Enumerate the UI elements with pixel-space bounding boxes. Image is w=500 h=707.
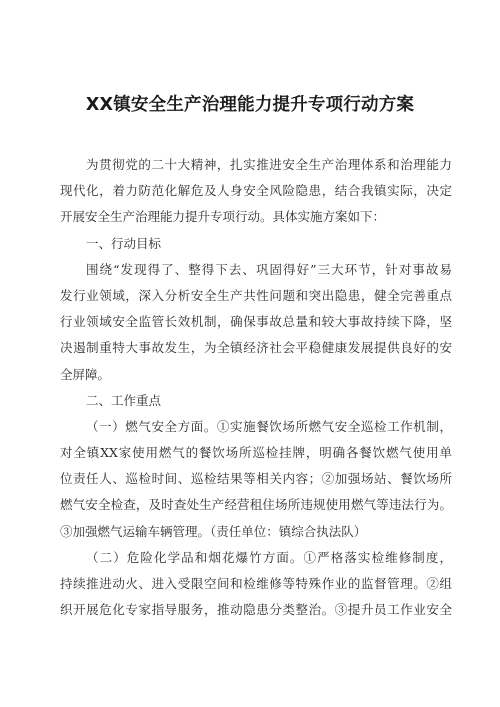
paragraph-line: ③加强燃气运输车辆管理。（责任单位：镇综合执法队） bbox=[60, 523, 367, 539]
paragraph-line: 位责任人、巡检时间、巡检结果等相关内容；②加强场站、餐饮场所 bbox=[60, 471, 452, 487]
paragraph-line: 二、工作重点 bbox=[86, 392, 162, 408]
paragraph-line: 织开展危化专家指导服务，推动隐患分类整治。③提升员工作业安全 bbox=[60, 602, 452, 618]
paragraph-line: 燃气安全检查，及时查处生产经营租住场所违规使用燃气等违法行为。 bbox=[60, 497, 452, 513]
document-body bbox=[60, 152, 452, 623]
paragraph-line: 发行业领域，深入分析安全生产共性问题和突出隐患，健全完善重点 bbox=[60, 287, 452, 303]
paragraph-line: 一、行动目标 bbox=[86, 235, 162, 251]
paragraph-line: 决遏制重特大事故发生，为全镇经济社会平稳健康发展提供良好的安 bbox=[60, 340, 452, 356]
paragraph-line: 对全镇XX家使用燃气的餐饮场所巡检挂牌，明确各餐饮燃气使用单 bbox=[60, 445, 452, 461]
paragraph-line: 现代化，着力防范化解危及人身安全风险隐患，结合我镇实际，决定 bbox=[60, 183, 452, 199]
paragraph-line: 开展安全生产治理能力提升专项行动。具体实施方案如下： bbox=[60, 209, 386, 225]
paragraph-line: 持续推进动火、进入受限空间和检维修等特殊作业的监督管理。②组 bbox=[60, 576, 452, 591]
paragraph-line: 行业领域安全监管长效机制，确保事故总量和较大事故持续下降，坚 bbox=[60, 314, 452, 330]
paragraph-line: 围绕“发现得了、整得下去、巩固得好”三大环节，针对事故易 bbox=[86, 261, 452, 277]
paragraph-line: 为贯彻党的二十大精神，扎实推进安全生产治理体系和治理能力 bbox=[86, 157, 452, 172]
paragraph-line: 全屏障。 bbox=[60, 366, 111, 382]
paragraph-line: （一）燃气安全方面。①实施餐饮场所燃气安全巡检工作机制， bbox=[86, 418, 452, 434]
document-title: XX镇安全生产治理能力提升专项行动方案 bbox=[85, 95, 415, 115]
paragraph-line: （二）危险化学品和烟花爆竹方面。①严格落实检维修制度， bbox=[86, 549, 452, 565]
